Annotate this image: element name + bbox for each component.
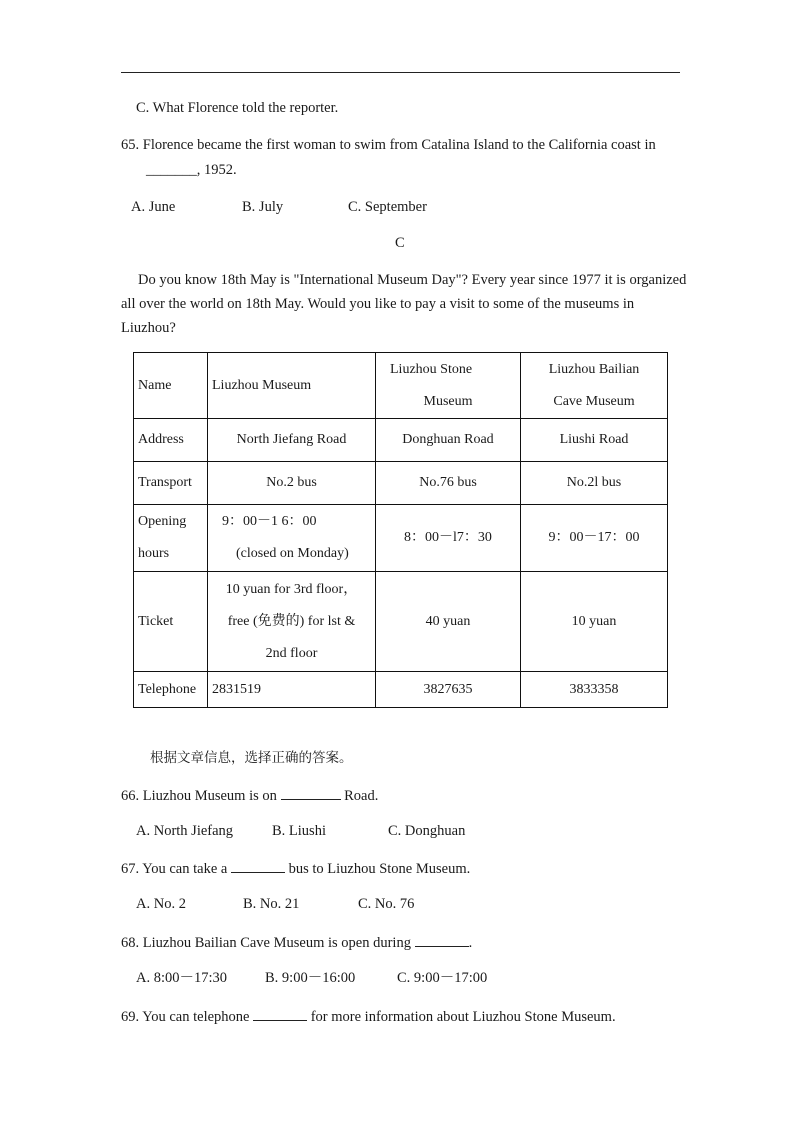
stone-museum-address: Donghuan Road [376, 419, 521, 462]
liuzhou-museum-address: North Jiefang Road [208, 419, 376, 462]
q65-option-c: C. September [348, 199, 427, 215]
liuzhou-museum-transport: No.2 bus [208, 462, 376, 505]
q68-option-a: A. 8:00－17:30 [136, 970, 228, 986]
liuzhou-museum-ticket-line1: 10 yuan for 3rd floor， [225, 581, 358, 597]
q69-text [121, 1006, 616, 1026]
q66-prefix: 66. Liuzhou Museum is on [121, 788, 277, 804]
q67-option-b: B. No. 21 [243, 896, 300, 912]
passage-line3: Liuzhou? [121, 320, 176, 336]
liuzhou-museum-hours [208, 505, 376, 572]
q68-text [121, 932, 472, 952]
liuzhou-museum-hours-line2: (closed on Monday) [236, 546, 349, 561]
table-row-ticket [134, 572, 668, 672]
liuzhou-museum-ticket-line3: 2nd floor [265, 645, 318, 661]
q68-option-c: C. 9:00－17:00 [397, 970, 488, 986]
q68-suffix: . [468, 935, 473, 951]
q65-option-a: A. June [131, 199, 176, 215]
instruction-text: 根据文章信息，选择正确的答案。 [150, 750, 353, 766]
q65-text-line2: _______, 1952. [146, 162, 237, 178]
ticket-label-cell: Ticket [134, 572, 208, 672]
q67-option-c: C. No. 76 [358, 896, 415, 912]
q66-option-c: C. Donghuan [388, 823, 466, 839]
section-label: C [395, 235, 405, 251]
q68-prefix: 68. Liuzhou Bailian Cave Museum is open during [121, 935, 411, 951]
table-row-transport [134, 462, 668, 505]
hours-label-line2: hours [138, 546, 170, 561]
stone-museum-name-line1: Liuzhou Stone [390, 361, 473, 377]
header-rule [121, 72, 680, 73]
name-label-cell: Name [134, 353, 208, 419]
hours-label-line1: Opening [138, 514, 187, 529]
transport-label-cell: Transport [134, 462, 208, 505]
bailian-museum-hours: 9：00－17：00 [521, 505, 668, 572]
telephone-label-cell: Telephone [134, 672, 208, 708]
table-row-telephone [134, 672, 668, 708]
q66-text [121, 785, 378, 805]
bailian-museum-name-line2: Cave Museum [553, 393, 635, 409]
stone-museum-ticket: 40 yuan [376, 572, 521, 672]
liuzhou-museum-telephone: 2831519 [208, 672, 376, 708]
bailian-museum-name [521, 353, 668, 419]
liuzhou-museum-hours-line1: 9：00－1 6：00 [222, 514, 317, 529]
stone-museum-telephone: 3827635 [376, 672, 521, 708]
table-row-hours [134, 505, 668, 572]
q69-prefix: 69. You can telephone [121, 1009, 250, 1025]
bailian-museum-name-line1: Liuzhou Bailian [548, 361, 640, 377]
prev-question-option-c: C. What Florence told the reporter. [136, 100, 339, 116]
q66-blank [281, 785, 341, 800]
stone-museum-name-line2: Museum [423, 393, 473, 409]
q68-blank [415, 932, 469, 947]
liuzhou-museum-ticket-line2: free (免费的) for lst & [227, 613, 356, 629]
q65-text-line1: 65. Florence became the first woman to swim from Catalina Island to the California coast in [121, 137, 656, 153]
q67-option-a: A. No. 2 [136, 896, 186, 912]
stone-museum-hours: 8：00－l7：30 [376, 505, 521, 572]
liuzhou-museum-name: Liuzhou Museum [208, 353, 376, 419]
passage-line2: all over the world on 18th May. Would you like to pay a visit to some of the museums in [121, 296, 635, 312]
q69-blank [253, 1006, 307, 1021]
q69-suffix: for more information about Liuzhou Stone Museum. [310, 1009, 616, 1025]
bailian-museum-ticket: 10 yuan [521, 572, 668, 672]
bailian-museum-address: Liushi Road [521, 419, 668, 462]
table-row-address [134, 419, 668, 462]
table-row-name [134, 353, 668, 419]
q68-option-b: B. 9:00－16:00 [265, 970, 356, 986]
hours-label-cell [134, 505, 208, 572]
q66-suffix: Road. [344, 788, 379, 804]
q67-suffix: bus to Liuzhou Stone Museum. [288, 861, 471, 877]
stone-museum-name [376, 353, 521, 419]
q65-option-b: B. July [242, 199, 284, 215]
passage-line1: Do you know 18th May is "International Museum Day"? Every year since 1977 it is organized [138, 272, 687, 288]
q66-option-a: A. North Jiefang [136, 823, 234, 839]
museum-info-table [133, 352, 668, 708]
bailian-museum-telephone: 3833358 [521, 672, 668, 708]
q67-prefix: 67. You can take a [121, 861, 228, 877]
q66-option-b: B. Liushi [272, 823, 326, 839]
address-label-cell: Address [134, 419, 208, 462]
bailian-museum-transport: No.2l bus [521, 462, 668, 505]
stone-museum-transport: No.76 bus [376, 462, 521, 505]
liuzhou-museum-ticket [208, 572, 376, 672]
q67-text [121, 858, 470, 878]
q67-blank [231, 858, 285, 873]
